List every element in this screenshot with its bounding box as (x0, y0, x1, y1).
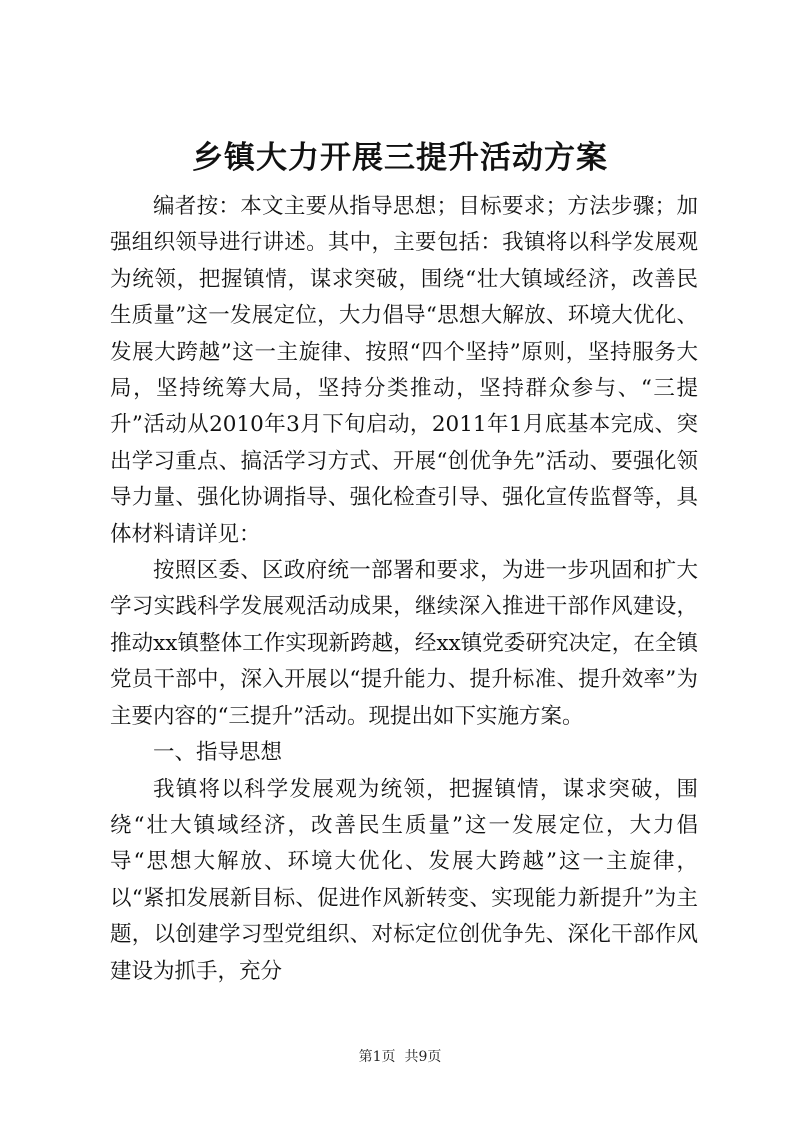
document-body (110, 189, 698, 990)
intro-paragraph: 按照区委、区政府统一部署和要求，为进一步巩固和扩大学习实践科学发展观活动成果，继续深入推进干部作风建设，推动xx镇整体工作实现新跨越，经xx镇党委研究决定，在全镇党员干部中，深入开展以“提升能力、提升标准、提升效率”为主要内容的“三提升”活动。现提出如下实施方案。 (110, 558, 698, 729)
guiding-ideology-paragraph: 我镇将以科学发展观为统领，把握镇情，谋求突破，围绕“壮大镇域经济，改善民生质量”这一发展定位，大力倡导“思想大解放、环境大优化、发展大跨越”这一主旋律，以“紧扣发展新目标、促进作风新转变、实现能力新提升”为主题，以创建学习型党组织、对标定位创优争先、深化干部作风建设为抓手，充分 (110, 776, 698, 984)
page-footer (0, 1047, 800, 1067)
page-number: 第1页 共9页 (358, 1049, 442, 1065)
editor-note-paragraph: 编者按：本文主要从指导思想；目标要求；方法步骤；加强组织领导进行讲述。其中，主要包括：我镇将以科学发展观为统领，把握镇情，谋求突破，围绕“壮大镇域经济，改善民生质量”这一发展定位，大力倡导“思想大解放、环境大优化、发展大跨越”这一主旋律、按照“四个坚持”原则，坚持服务大局，坚持统筹大局，坚持分类推动，坚持群众参与、“三提升”活动从2010年3月下旬启动，2011年1月底基本完成、突出学习重点、搞活学习方式、开展“创优争先”活动、要强化领导力量、强化协调指导、强化检查引导、强化宣传监督等，具体材料请详见： (110, 194, 698, 547)
document-title: 乡镇大力开展三提升活动方案 (192, 140, 608, 176)
section-heading-guiding-ideology: 一、指导思想 (153, 740, 283, 766)
